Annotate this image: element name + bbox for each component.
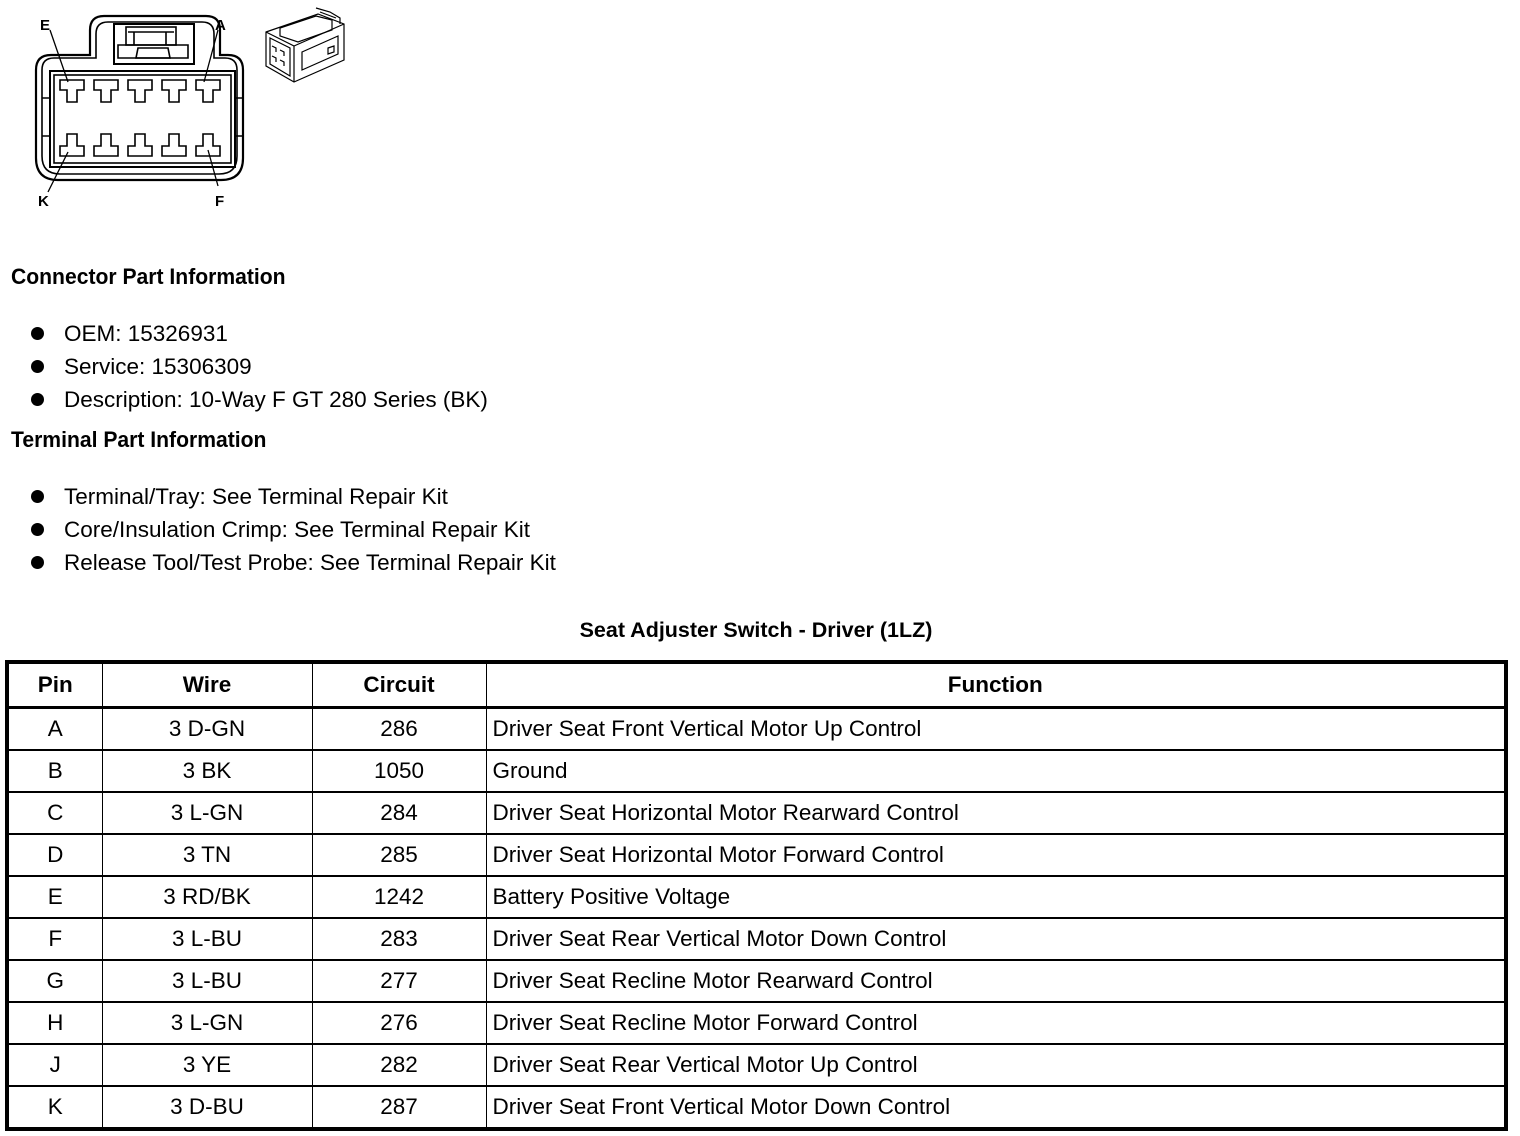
function-cell: Driver Seat Rear Vertical Motor Up Control xyxy=(486,1044,1506,1086)
function-cell: Battery Positive Voltage xyxy=(486,876,1506,918)
circuit-cell: 286 xyxy=(312,708,486,751)
table-row xyxy=(7,834,1506,876)
pinout-table xyxy=(5,660,1508,1131)
list-item xyxy=(28,480,556,513)
header-function: Function xyxy=(486,662,1506,708)
table-header-row xyxy=(7,662,1506,708)
pin-callout-e: E xyxy=(40,17,51,34)
wire-cell: 3 D-GN xyxy=(102,708,312,751)
table-row xyxy=(7,708,1506,751)
circuit-cell: 284 xyxy=(312,792,486,834)
terminal-part-info-heading: Terminal Part Information xyxy=(11,427,267,452)
pin-callout-k: K xyxy=(38,193,49,210)
pin-cell: F xyxy=(7,918,102,960)
table-row xyxy=(7,1086,1506,1129)
table-row xyxy=(7,918,1506,960)
function-cell: Driver Seat Horizontal Motor Rearward Control xyxy=(486,792,1506,834)
table-row xyxy=(7,876,1506,918)
pin-cell: J xyxy=(7,1044,102,1086)
core-insulation-crimp: Core/Insulation Crimp: See Terminal Repair Kit xyxy=(64,516,531,542)
bullet-icon xyxy=(31,393,44,406)
pin-cell: E xyxy=(7,876,102,918)
terminal-tray: Terminal/Tray: See Terminal Repair Kit xyxy=(64,483,448,509)
terminal-cavity-icon xyxy=(60,134,84,156)
bullet-icon xyxy=(31,556,44,569)
list-item xyxy=(28,513,556,546)
connector-description: Description: 10-Way F GT 280 Series (BK) xyxy=(64,386,488,412)
pin-callout-a: A xyxy=(215,17,226,34)
function-cell: Driver Seat Recline Motor Forward Control xyxy=(486,1002,1506,1044)
terminal-cavity-icon xyxy=(162,134,186,156)
function-cell: Ground xyxy=(486,750,1506,792)
table-row xyxy=(7,1044,1506,1086)
pin-cell: C xyxy=(7,792,102,834)
connector-oem: OEM: 15326931 xyxy=(64,320,228,346)
terminal-cavity-icon xyxy=(128,80,152,102)
function-cell: Driver Seat Front Vertical Motor Down Control xyxy=(486,1086,1506,1129)
circuit-cell: 1050 xyxy=(312,750,486,792)
header-pin: Pin xyxy=(7,662,102,708)
table-row xyxy=(7,750,1506,792)
function-cell: Driver Seat Horizontal Motor Forward Control xyxy=(486,834,1506,876)
connector-part-info-list xyxy=(28,317,488,416)
circuit-cell: 276 xyxy=(312,1002,486,1044)
release-tool-test-probe: Release Tool/Test Probe: See Terminal Repair Kit xyxy=(64,549,556,575)
circuit-cell: 287 xyxy=(312,1086,486,1129)
table-row xyxy=(7,960,1506,1002)
wire-cell: 3 L-BU xyxy=(102,918,312,960)
wire-cell: 3 RD/BK xyxy=(102,876,312,918)
list-item xyxy=(28,546,556,579)
terminal-cavity-icon xyxy=(94,80,118,102)
pin-cell: B xyxy=(7,750,102,792)
pin-cell: G xyxy=(7,960,102,1002)
circuit-cell: 277 xyxy=(312,960,486,1002)
pin-cell: D xyxy=(7,834,102,876)
wire-cell: 3 L-GN xyxy=(102,792,312,834)
header-circuit: Circuit xyxy=(312,662,486,708)
function-cell: Driver Seat Rear Vertical Motor Down Control xyxy=(486,918,1506,960)
circuit-cell: 282 xyxy=(312,1044,486,1086)
list-item xyxy=(28,350,488,383)
terminal-part-info-list xyxy=(28,480,556,579)
function-cell: Driver Seat Recline Motor Rearward Control xyxy=(486,960,1506,1002)
pin-cell: K xyxy=(7,1086,102,1129)
terminal-cavity-icon xyxy=(196,134,220,156)
bullet-icon xyxy=(31,523,44,536)
circuit-cell: 285 xyxy=(312,834,486,876)
terminal-cavity-icon xyxy=(128,134,152,156)
wire-cell: 3 L-BU xyxy=(102,960,312,1002)
wire-cell: 3 TN xyxy=(102,834,312,876)
connector-isometric-illustration xyxy=(258,2,358,94)
bullet-icon xyxy=(31,327,44,340)
circuit-cell: 1242 xyxy=(312,876,486,918)
pin-callout-f: F xyxy=(215,193,225,210)
connector-part-info-heading: Connector Part Information xyxy=(11,264,286,289)
function-cell: Driver Seat Front Vertical Motor Up Control xyxy=(486,708,1506,751)
terminal-cavity-icon xyxy=(162,80,186,102)
connector-service: Service: 15306309 xyxy=(64,353,252,379)
list-item xyxy=(28,317,488,350)
terminal-cavity-icon xyxy=(196,80,220,102)
connector-face-diagram xyxy=(28,8,258,213)
pin-table-title: Seat Adjuster Switch - Driver (1LZ) xyxy=(579,618,933,642)
table-row xyxy=(7,792,1506,834)
bullet-icon xyxy=(31,490,44,503)
wire-cell: 3 BK xyxy=(102,750,312,792)
terminal-cavity-icon xyxy=(94,134,118,156)
wire-cell: 3 D-BU xyxy=(102,1086,312,1129)
header-wire: Wire xyxy=(102,662,312,708)
circuit-cell: 283 xyxy=(312,918,486,960)
pin-cell: H xyxy=(7,1002,102,1044)
wire-cell: 3 L-GN xyxy=(102,1002,312,1044)
list-item xyxy=(28,383,488,416)
pin-cell: A xyxy=(7,708,102,751)
wire-cell: 3 YE xyxy=(102,1044,312,1086)
terminal-cavity-icon xyxy=(60,80,84,102)
table-row xyxy=(7,1002,1506,1044)
bullet-icon xyxy=(31,360,44,373)
